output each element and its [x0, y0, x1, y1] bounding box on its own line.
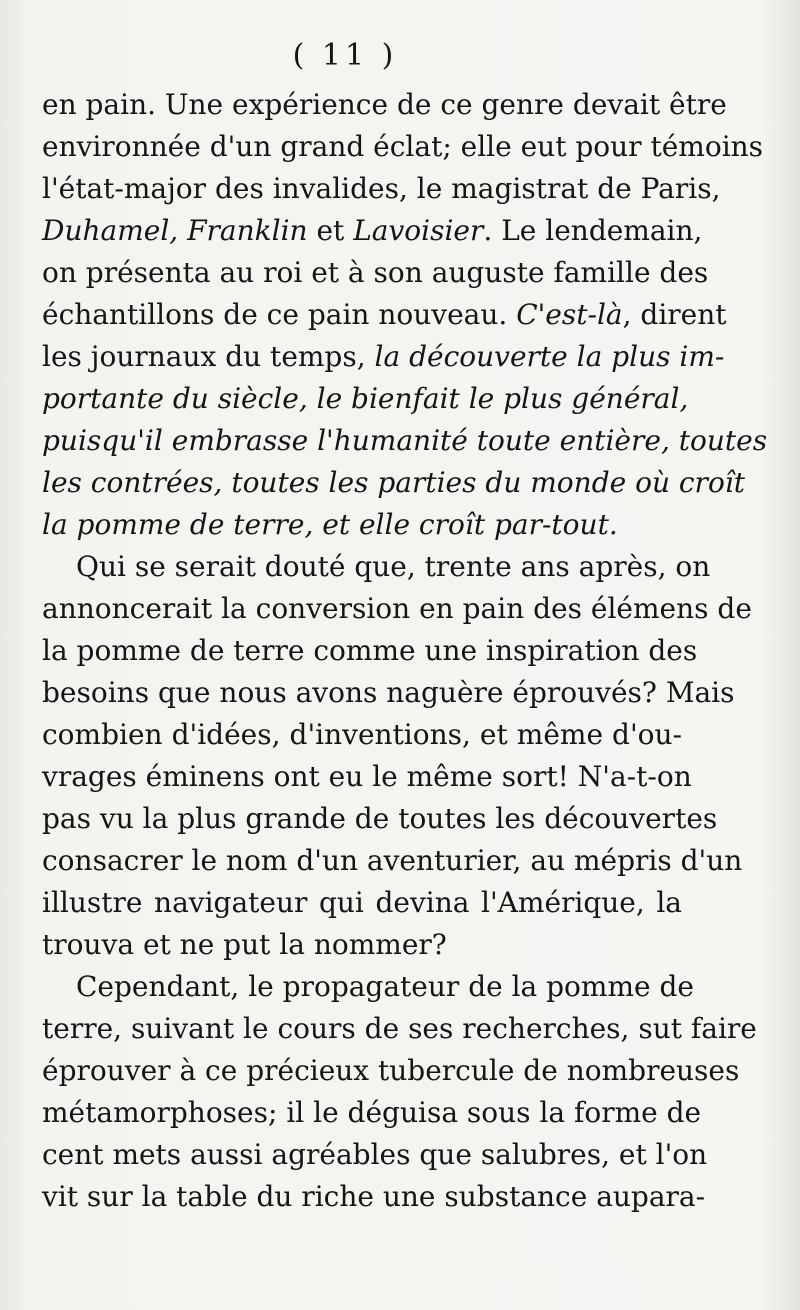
text-line: éprouver à ce précieux tubercule de nombreuses [42, 1054, 740, 1087]
text-line [42, 420, 768, 462]
text-line: trouva et ne put la nommer? [42, 928, 447, 961]
quote-text: portante du siècle, le bienfait le plus général, [42, 382, 689, 415]
text-line: environnée d'un grand éclat; elle eut pour témoins [42, 130, 764, 163]
text-line: annoncerait la conversion en pain des élémens de [42, 592, 752, 625]
quote-start: C'est-là [516, 298, 623, 331]
quote-text: les contrées, toutes les parties du monde où croît [42, 466, 746, 499]
text-line: l'état-major des invalides, le magistrat de Paris, [42, 172, 721, 205]
text-line [42, 378, 689, 420]
text-line: terre, suivant le cours de ses recherches, sut faire [42, 1012, 757, 1045]
text-line: vrages éminens ont eu le même sort! N'a-t-on [42, 760, 692, 793]
text-line: métamorphoses; il le déguisa sous la forme de [42, 1096, 702, 1129]
text-line [42, 462, 746, 504]
name-franklin: Franklin [187, 214, 308, 247]
text-line: pas vu la plus grande de toutes les découvertes [42, 802, 718, 835]
text-line: consacrer le nom d'un aventurier, au mépris d'un [42, 844, 743, 877]
page-number: ( 11 ) [292, 38, 398, 73]
conjunction: et [307, 214, 354, 247]
text-line: illustre navigateur qui devina l'Amérique, la [42, 886, 682, 919]
text-segment: les journaux du temps, [42, 340, 375, 373]
text-line: en pain. Une expérience de ce genre devait être [42, 88, 727, 121]
quote-text: la pomme de terre, et elle croît par-tout. [42, 508, 618, 541]
text-line: besoins que nous avons naguère éprouvés? Mais [42, 676, 735, 709]
text-line: on présenta au roi et à son auguste famille des [42, 256, 709, 289]
paragraph-start: Cependant, le propagateur de la pomme de [76, 970, 694, 1003]
name-duhamel: Duhamel [42, 214, 170, 247]
text-line [42, 504, 682, 546]
text-segment: , dirent [622, 298, 727, 331]
text-line: cent mets aussi agréables que salubres, et l'on [42, 1138, 708, 1171]
text-line: combien d'idées, d'inventions, et même d'ou- [42, 718, 682, 751]
quote-text: la découverte la plus im- [374, 340, 725, 373]
text-line [42, 336, 725, 378]
text-segment: échantillons de ce pain nouveau. [42, 298, 517, 331]
text-line: vit sur la table du riche une substance aupara- [42, 1180, 706, 1213]
text-line: la pomme de terre comme une inspiration des [42, 634, 698, 667]
paragraph-start: Qui se serait douté que, trente ans après, on [76, 550, 711, 583]
text-segment: . Le lendemain, [483, 214, 703, 247]
text-line [42, 210, 703, 252]
text-line [42, 294, 727, 336]
quote-text: puisqu'il embrasse l'humanité toute entière, toutes [42, 424, 768, 457]
comma: , [169, 214, 188, 247]
name-lavoisier: Lavoisier [353, 214, 484, 247]
